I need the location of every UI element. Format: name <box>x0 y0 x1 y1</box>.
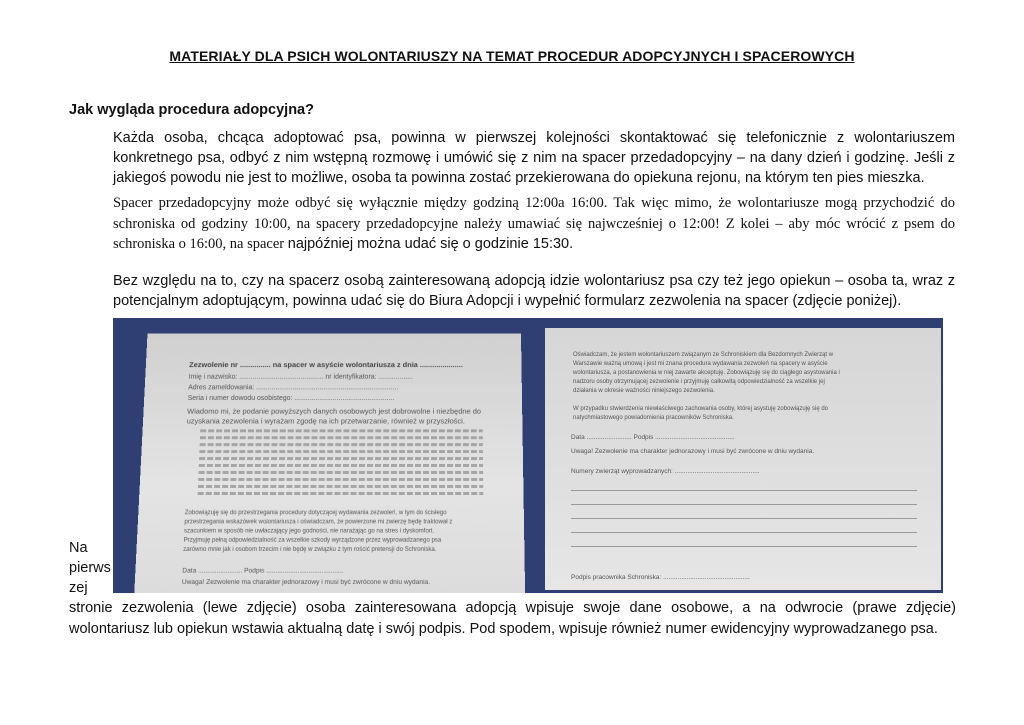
permit-line: Adres zameldowania: .......................................................................... <box>188 384 399 392</box>
paragraph-walk-hours-serif: Spacer przedadopcyjny może odbyć się wyłącznie między godziną 12:00a 16:00. Tak więc mimo, że wolontariusze mogą przychodzić do schroniska od godziny 10:00, na spacery przedadopcyjne należy umawiać się najwcześniej o 12:00! Z kolei – aby móc wrócić z psem do schroniska o 16:00, na spacer <box>113 195 955 252</box>
permit-line: uzyskania zezwolenia i wyrażam zgodę na ich przetwarzanie, również w przyszłości. <box>186 416 465 426</box>
fine-print <box>198 485 483 488</box>
paragraph-adoption-office: Bez względu na to, czy na spacerz osobą zainteresowaną adopcją idzie wolontariusz psa czy też jego opiekun – osoba ta, wraz z potencjalnym adoptującym, powinna udać się do Biura Adopcji i wypełnić formularz zezwolenia na spacer (zdjęcie poniżej). <box>113 273 955 309</box>
permit-line: zarówno mnie jak i osobom trzecim i nie będę w związku z tym rościć pretensji do Schroniska. <box>183 546 437 553</box>
permit-photos <box>113 318 943 593</box>
form-line <box>571 546 917 547</box>
fine-print <box>198 492 484 495</box>
fine-print <box>198 478 483 481</box>
permit-line: Wiadomo mi, że podanie powyższych danych osobowych jest dobrowolne i niezbędne do <box>186 406 482 416</box>
permit-title: Zezwolenie nr ............... na spacer w asyście wolontariusza z dnia ..................... <box>188 360 463 370</box>
form-line <box>571 518 917 519</box>
paragraph-walk-hours-sans: najpóźniej można udać się o godzinie 15:30. <box>287 236 574 252</box>
permit-back-line: natychmiastowego powiadomienia pracowników Schroniska. <box>573 415 734 421</box>
side-word: Na <box>69 540 88 556</box>
section-heading: Jak wygląda procedura adopcyjna? <box>69 102 314 118</box>
fine-print <box>200 429 483 432</box>
permit-back-photo <box>545 328 941 590</box>
permit-back-line: działania w okresie ważności niniejszego zezwolenia. <box>573 388 715 394</box>
paragraph-permit-instructions: stronie zezwolenia (lewe zdjęcie) osoba zainteresowana adopcją wpisuje swoje dane osobowe, a na odwrocie (prawe zdjęcie) wolontariusz lub opiekun wstawia aktualną datę i swój podpis. Pod spodem, wpisuje również numer ewidencyjny wyprowadzanego psa. <box>69 600 956 637</box>
form-line <box>571 504 917 505</box>
permit-line: szacunkiem w sposób nie uwłaczający jego godności, nie narażając go na stres i dyskomfort. <box>183 528 435 535</box>
permit-line: Zobowiązuję się do przestrzegania procedury dotyczącej wydawania zezwoleń, w tym do ścisłego <box>184 510 447 517</box>
form-line <box>571 490 917 491</box>
permit-back-line: Oświadczam, że jestem wolontariuszem związanym ze Schroniskiem dla Bezdomnych Zwierząt w <box>573 352 834 358</box>
side-word: pierws <box>69 560 111 576</box>
permit-line: Imię i nazwisko: ............................................ nr identyfikatora: .................. <box>188 373 413 381</box>
permit-line: Seria i numer dowodu osobistego: .................................................... <box>187 395 395 402</box>
fine-print <box>200 443 483 446</box>
fine-print <box>199 457 483 460</box>
fine-print <box>200 436 483 439</box>
permit-back-line: W przypadku stwierdzenia niewłaściwego zachowania osoby, której asystuję zobowiązuję się do <box>573 406 829 412</box>
permit-line: przestrzegania wskazówek wolontariusza i oświadczam, że powierzone mi zwierzę będę traktował z <box>184 519 453 526</box>
staff-signature: Podpis pracownika Schroniska: ................................................ <box>571 574 750 581</box>
fine-print <box>199 450 483 453</box>
permit-date-sign: Data ........................ Podpis .......................................... <box>182 567 344 575</box>
fine-print <box>198 471 483 474</box>
permit-back-date-sign: Data ......................... Podpis ............................................ <box>571 434 735 441</box>
permit-front-photo <box>134 334 525 593</box>
permit-back-line: nadzoru osoby otrzymującej zezwolenie i przyjmuję całkowitą odpowiedzialność za wszelkie jej <box>573 379 825 385</box>
document-title: MATERIAŁY DLA PSICH WOLONTARIUSZY NA TEMAT PROCEDUR ADOPCYJNYCH I SPACEROWYCH <box>169 48 855 64</box>
dogs-number-label: Numery zwierząt wyprowadzanych: ............................................... <box>571 468 760 475</box>
fine-print <box>199 464 483 467</box>
paragraph-procedure: Każda osoba, chcąca adoptować psa, powinna w pierwszej kolejności skontaktować się telefonicznie z wolontariuszem konkretnego psa, odbyć z nim wstępną rozmowę i umówić się z nim na spacer przedadopcyjny – na dany dzień i godzinę. Jeśli z jakiegoś powodu nie jest to możliwe, osoba ta powinna zostać przekierowana do opiekuna rejonu, na którym ten pies mieszka. <box>113 130 955 186</box>
permit-back-warning: Uwaga! Zezwolenie ma charakter jednorazowy i musi być zwrócone w dniu wydania. <box>571 448 815 455</box>
side-word: zej <box>69 580 88 596</box>
paragraph-walk-hours <box>113 193 955 255</box>
permit-line: Przyjmuję pełną odpowiedzialność za wszelkie szkody wyrządzone przez wyprowadzanego psa <box>183 537 442 544</box>
permit-back-line: wolontariusza, a postanowienia w niej zawarte akceptuję. Zobowiązuję się do ciągłego asystowania i <box>573 370 840 376</box>
permit-warning: Uwaga! Zezwolenie ma charakter jednorazowy i musi być zwrócone w dniu wydania. <box>181 578 431 587</box>
form-line <box>571 532 917 533</box>
permit-back-line: Warszawie ważną umową i jest mi znana procedura wydawania zezwoleń na spacery w asyście <box>573 361 828 367</box>
